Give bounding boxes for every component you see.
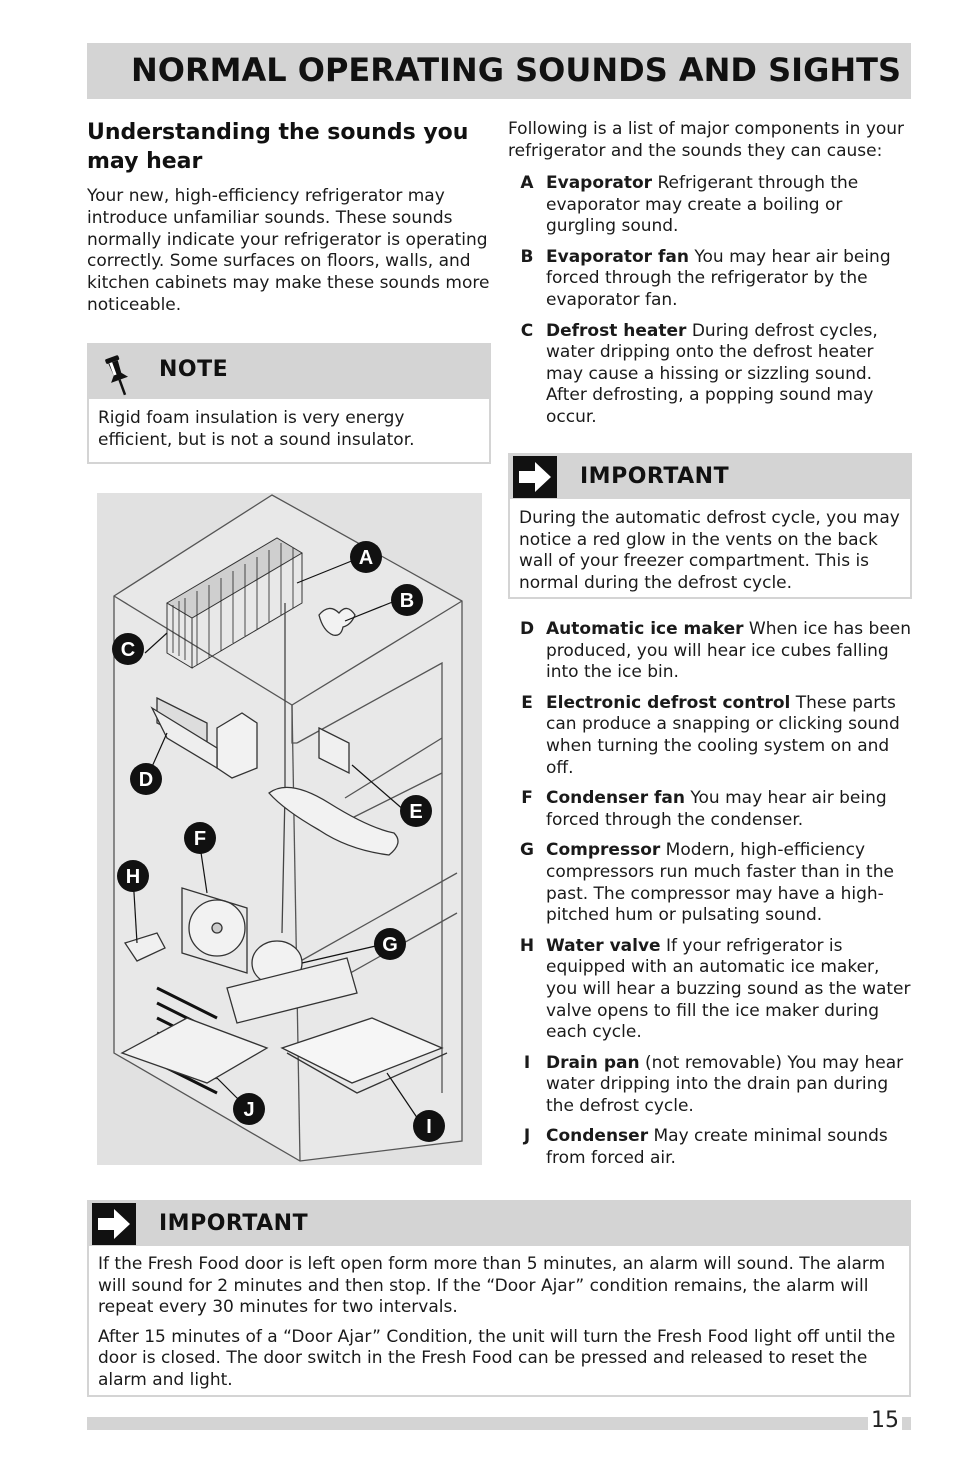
page-header	[87, 43, 911, 99]
callout-e-label: E	[409, 801, 423, 823]
callout-b-label: B	[399, 590, 415, 612]
item-letter: I	[523, 1052, 531, 1073]
callout-g-label: G	[382, 934, 398, 956]
refrigerator-cutaway-illustration	[97, 493, 482, 1165]
callout-h-label: H	[125, 866, 141, 888]
important-callout-1	[508, 453, 912, 599]
list-item	[508, 840, 912, 926]
list-item	[508, 247, 912, 312]
callout-j-label: J	[243, 1099, 255, 1121]
item-desc: You may hear air being forced through the condenser.	[546, 788, 887, 830]
callout-a-label: A	[358, 547, 374, 569]
callout-i	[413, 1110, 445, 1142]
item-letter: A	[520, 173, 534, 193]
important-2-paragraph-2: After 15 minutes of a “Door Ajar” Condition, the unit will turn the Fresh Food light off until the door is closed. The door switch in the Fresh Food can be pressed and released to reset the alarm and light.	[98, 1326, 896, 1390]
arrow-right-icon	[513, 456, 557, 498]
item-name: Condenser fan	[546, 788, 685, 809]
item-desc: May create minimal sounds from forced air.	[546, 1126, 888, 1169]
important-1-body: During the automatic defrost cycle, you may notice a red glow in the vents on the back wall of your freezer compartment. This is normal during the defrost cycle.	[519, 508, 900, 593]
list-item	[508, 321, 912, 429]
list-item	[508, 619, 912, 684]
callout-i-label: I	[426, 1116, 432, 1138]
item-name: Defrost heater	[546, 320, 687, 341]
item-letter: J	[523, 1126, 531, 1147]
callout-h	[117, 860, 149, 892]
page-title: NORMAL OPERATING SOUNDS AND SIGHTS	[130, 51, 901, 89]
list-item	[508, 693, 912, 779]
note-body: Rigid foam insulation is very energy efficient, but is not a sound insulator.	[98, 408, 415, 450]
important-2-paragraph-1: If the Fresh Food door is left open form more than 5 minutes, an alarm will sound. The alarm will sound for 2 minutes and then stop. If the “Door Ajar” condition remains, the alarm will repeat every 30 minutes for two intervals.	[98, 1254, 886, 1318]
item-desc: (not removable) You may hear water dripping into the drain pan during the defrost cycle.	[546, 1052, 904, 1116]
item-desc: These parts can produce a snapping or clicking sound when turning the cooling system on and off.	[546, 692, 900, 778]
note-callout	[87, 343, 491, 464]
item-desc: Refrigerant through the evaporator may create a boiling or gurgling sound.	[546, 173, 859, 237]
item-letter: H	[519, 935, 535, 956]
item-letter: F	[521, 788, 533, 809]
item-name: Water valve	[546, 935, 661, 956]
item-name: Evaporator	[546, 173, 653, 193]
component-list-bottom	[508, 619, 912, 1179]
item-desc: Modern, high-efficiency compressors run much faster than in the past. The compressor may have a high-pitched hum or pulsating sound.	[546, 840, 894, 926]
components-intro-text: Following is a list of major components in your refrigerator and the sounds they can cause:	[508, 119, 905, 161]
list-item	[508, 788, 912, 831]
item-desc: When ice has been produced, you will hear ice cubes falling into the ice bin.	[546, 619, 912, 683]
component-list-top	[508, 173, 912, 438]
item-name: Evaporator fan	[546, 246, 689, 267]
callout-c-label: C	[120, 639, 136, 661]
important-callout-2	[87, 1200, 911, 1397]
item-letter: D	[519, 619, 535, 639]
important-callout-2-header	[89, 1202, 909, 1246]
footer-bar	[87, 1417, 911, 1430]
important-callout-1-header	[510, 455, 910, 499]
item-desc: If your refrigerator is equipped with an automatic ice maker, you will hear a buzzing sound as the water valve opens to fill the ice maker during each cycle.	[546, 935, 911, 1043]
callout-a	[350, 541, 382, 573]
components-intro	[508, 119, 912, 163]
item-letter: C	[520, 320, 534, 341]
callout-f-label: F	[193, 828, 207, 850]
item-letter: E	[521, 692, 533, 713]
intro-body: Your new, high-efficiency refrigerator may introduce unfamiliar sounds. These sounds normally indicate your refrigerator is operating correctly. Some surfaces on floors, walls, and kitchen cabinets may make these sounds more noticeable.	[87, 186, 490, 315]
callout-j	[233, 1093, 265, 1125]
callout-g	[374, 928, 406, 960]
list-item	[508, 173, 912, 238]
important-1-body-wrap	[510, 499, 910, 604]
item-name: Electronic defrost control	[546, 692, 791, 713]
page-number: 15	[868, 1407, 902, 1435]
note-body-wrap	[89, 399, 489, 461]
callout-d	[130, 763, 162, 795]
note-callout-header	[89, 345, 489, 399]
important-2-title: IMPORTANT	[159, 1211, 309, 1236]
important-1-title: IMPORTANT	[580, 464, 730, 489]
item-desc: You may hear air being forced through the refrigerator by the evaporator fan.	[546, 246, 891, 310]
arrow-right-icon	[92, 1203, 136, 1245]
intro-section	[87, 118, 492, 317]
intro-heading: Understanding the sounds you may hear	[87, 120, 469, 174]
item-letter: B	[520, 246, 534, 267]
list-item	[508, 1126, 912, 1169]
list-item	[508, 936, 912, 1044]
callout-c	[112, 633, 144, 665]
item-name: Condenser	[546, 1126, 649, 1147]
callout-f	[184, 822, 216, 854]
pushpin-icon	[101, 353, 141, 397]
callout-b	[391, 584, 423, 616]
item-name: Drain pan	[546, 1052, 640, 1073]
callout-d-label: D	[138, 769, 154, 791]
important-2-body-wrap	[89, 1246, 909, 1402]
refrigerator-diagram	[97, 493, 482, 1165]
item-letter: G	[520, 840, 534, 861]
callout-e	[400, 795, 432, 827]
note-title: NOTE	[159, 357, 229, 382]
list-item	[508, 1053, 912, 1118]
item-name: Automatic ice maker	[546, 619, 744, 639]
item-desc: During defrost cycles, water dripping onto the defrost heater may cause a hissing or sizzling sound. After defrosting, a popping sound may occur.	[546, 320, 878, 427]
item-name: Compressor	[546, 840, 661, 861]
